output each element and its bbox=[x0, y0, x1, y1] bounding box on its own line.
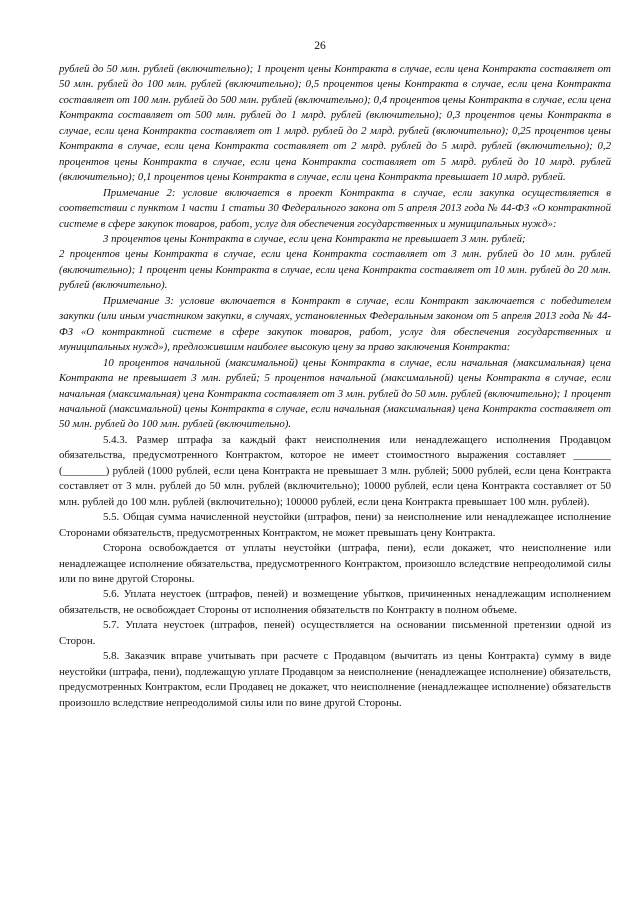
note-2-paragraph: Примечание 2: условие включается в проект Контракта в случае, если закупка осуществляется в соответствии с пунктом 1 части 1 статьи 30 Федерального закона от 5 апреля 2013 года № 44-ФЗ «О контрактной системе в сфере закупок товаров, работ, услуг для обеспечения государственных и муниципальных нужд»: bbox=[59, 186, 611, 230]
clause-5-8: 5.8. Заказчик вправе учитывать при расчете с Продавцом (вычитать из цены Контракта) сумму в виде неустойки (штрафа, пени), подлежащую уплате Продавцом за неисполнение (ненадлежащее исполнение) обязательств, предусмотренных Контрактом, если Продавец не докажет, что неисполнение (ненадлежащее исполнение) обязательств произошло вследствие непреодолимой силы или по вине другой Стороны. bbox=[59, 650, 611, 709]
page-number: 26 bbox=[314, 40, 326, 52]
clause-5-6: 5.6. Уплата неустоек (штрафов, пеней) и возмещение убытков, причиненных ненадлежащим исполнением обязательств, не освобождает Стороны от исполнения обязательств по Контракту в полном объеме. bbox=[59, 588, 611, 616]
clause-5-7: 5.7. Уплата неустоек (штрафов, пеней) осуществляется на основании письменной претензии одной из Сторон. bbox=[59, 619, 611, 647]
clause-5-5-exemption: Сторона освобождается от уплаты неустойки (штрафа, пени), если докажет, что неисполнение или ненадлежащее исполнение обязательства, предусмотренного Контрактом, произошло вследствие непреодолимой силы или по вине другой Стороны. bbox=[59, 542, 611, 585]
penalty-scale-continuation: рублей до 50 млн. рублей (включительно); 1 процент цены Контракта в случае, если цена Контракта составляет от 50 млн. рублей до 100 млн. рублей (включительно); 0,5 процентов цены Контракта в случае, если цена Контракта составляет от 100 млн. рублей до 500 млн. рублей (включительно); 0,4 процентов цены Контракта в случае, если цена Контракта составляет от 500 млн. рублей до 1 млрд. рублей (включительно); 0,3 процентов цены Контракта в случае, если цена Контракта составляет от 1 млрд. рублей до 2 млрд. рублей (включительно); 0,25 процентов цены Контракта в случае, если цена Контракта составляет от 2 млрд. рублей до 5 млрд. рублей (включительно); 0,2 процентов цены Контракта в случае, если цена Контракта составляет от 5 млрд. рублей до 10 млрд. рублей (включительно); 0,1 процентов цены Контракта в случае, если цена Контракта превышает 10 млрд. рублей. bbox=[59, 63, 611, 184]
note-2-clause-2: 2 процентов цены Контракта в случае, если цена Контракта составляет от 3 млн. рублей до 10 млн. рублей (включительно); 1 процент цены Контракта в случае, если цена Контракта составляет от 10 млн. рублей до 20 млн. рублей (включительно). bbox=[59, 248, 611, 292]
note-2-clause-1: 3 процентов цены Контракта в случае, если цена Контракта не превышает 3 млн. рублей; bbox=[103, 232, 526, 245]
note-3-paragraph: Примечание 3: условие включается в Контракт в случае, если Контракт заключается с победителем закупки (или иным участником закупки, в случаях, установленных Федеральным законом от 5 апреля 2013 года № 44-ФЗ «О контрактной системе в сфере закупок товаров, работ, услуг для обеспечения государственных и муниципальных нужд»), предложившим наиболее высокую цену за право заключения Контракта: bbox=[59, 294, 611, 354]
note-3-clause: 10 процентов начальной (максимальной) цены Контракта в случае, если начальная (максимальная) цена Контракта не превышает 3 млн. рублей; 5 процентов начальной (максимальной) цены Контракта в случае, если начальная (максимальная) цена Контракта составляет от 3 млн. рублей до 50 млн. рублей (включительно); 1 процент начальной (максимальной) цены Контракта в случае, если начальная (максимальная) цена Контракта составляет от 50 млн. рублей до 100 млн. рублей (включительно). bbox=[59, 356, 611, 431]
clause-5-5: 5.5. Общая сумма начисленной неустойки (штрафов, пени) за неисполнение или ненадлежащее исполнение Сторонами обязательств, предусмотренных Контрактом, не может превышать цену Контракта. bbox=[59, 511, 611, 539]
document-body bbox=[59, 62, 611, 711]
clause-5-4-3: 5.4.3. Размер штрафа за каждый факт неисполнения или ненадлежащего исполнения Продавцом обязательства, предусмотренного Контрактом, которое не имеет стоимостного выражения составляет _______ (________) рублей (1000 рублей, если цена Контракта не превышает 3 млн. рублей; 5000 рублей, если цена Контракта составляет от 3 млн. рублей до 50 млн. рублей (включительно); 10000 рублей, если цена Контракта составляет от 50 млн. рублей до 100 млн. рублей (включительно); 100000 рублей, если цена Контракта превышает 100 млн. рублей). bbox=[59, 433, 611, 508]
